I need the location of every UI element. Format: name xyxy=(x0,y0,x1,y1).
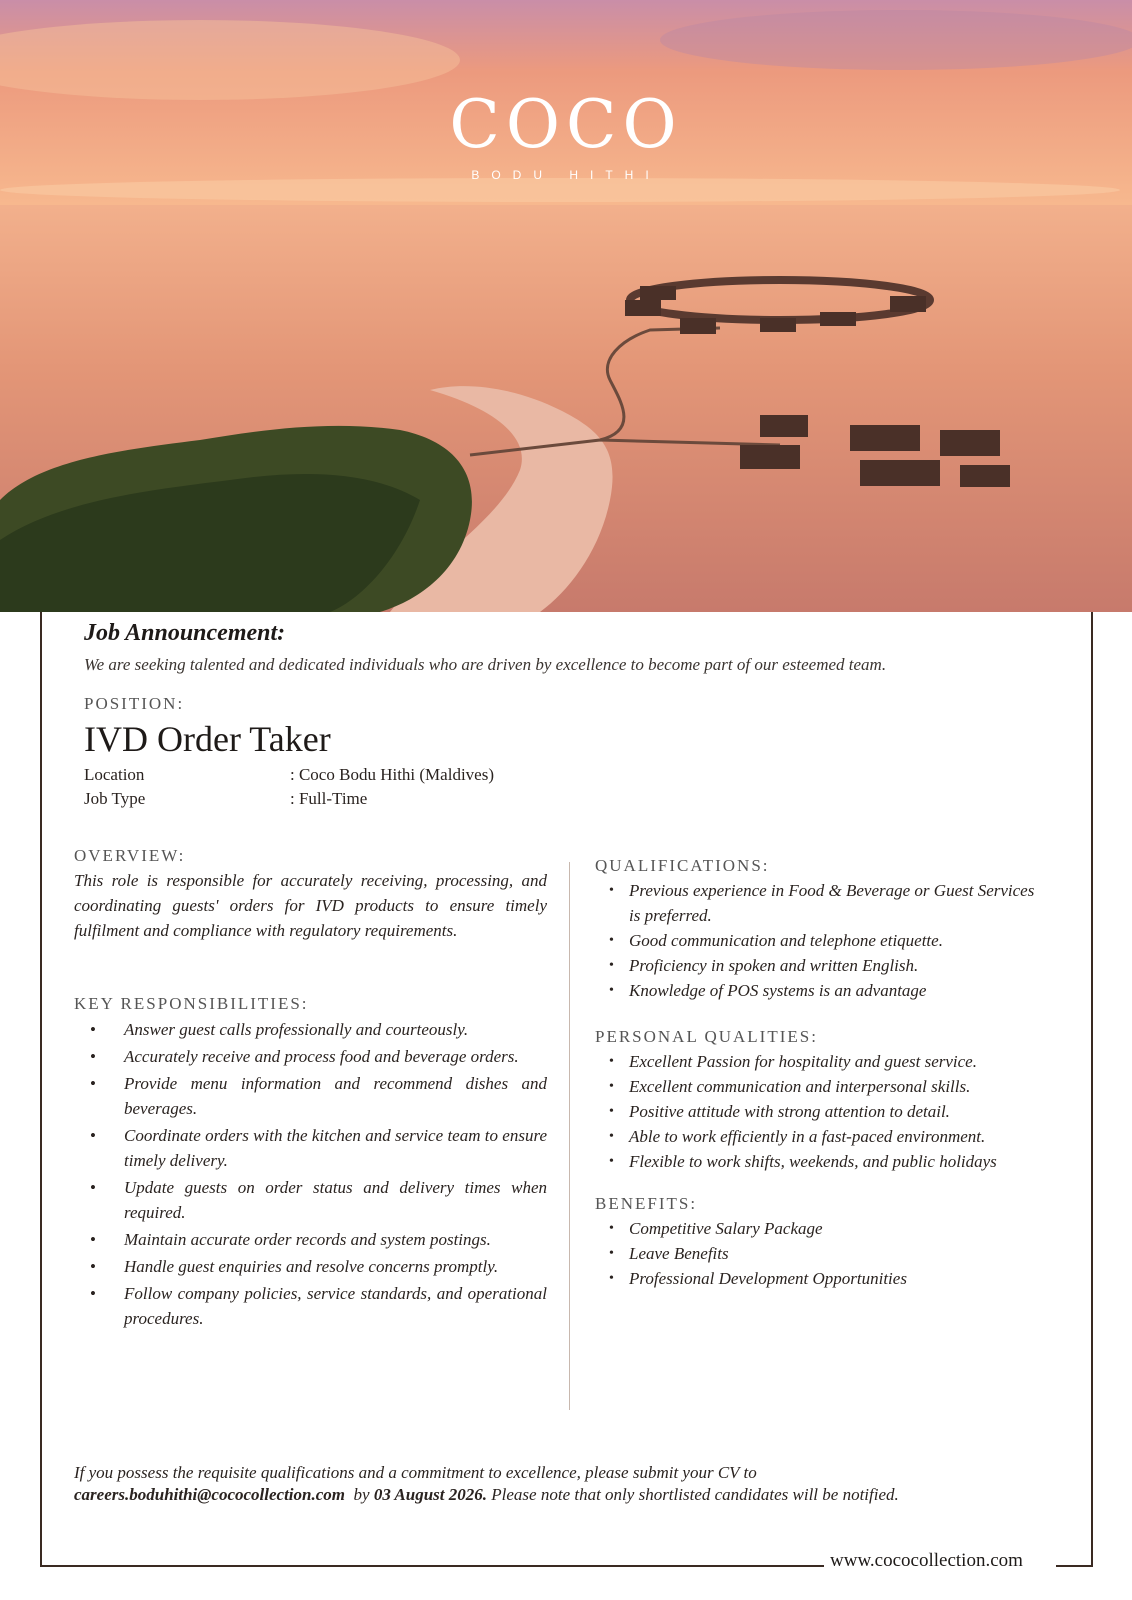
announcement-intro: We are seeking talented and dedicated individuals who are driven by excellence to become part of our esteemed team. xyxy=(84,655,887,674)
bullet-icon: • xyxy=(609,958,614,973)
list-item: • Proficiency in spoken and written English. xyxy=(595,953,1045,978)
column-divider xyxy=(569,862,570,1410)
list-item: • Flexible to work shifts, weekends, and public holidays xyxy=(595,1149,1065,1174)
logo-wordmark: COCO xyxy=(449,86,683,163)
closing-line: If you possess the requisite qualifications and a commitment to excellence, please submit your CV to xyxy=(74,1463,757,1482)
bullet-icon: • xyxy=(90,1047,96,1066)
website-link[interactable]: www.cococollection.com xyxy=(830,1550,1023,1571)
closing-statement xyxy=(74,1462,899,1506)
bullet-icon: • xyxy=(609,1104,614,1119)
benefits-list xyxy=(595,1216,1045,1291)
bullet-icon: • xyxy=(609,983,614,998)
list-item: • Professional Development Opportunities xyxy=(595,1266,1045,1291)
hero-image xyxy=(0,0,1132,612)
bullet-icon: • xyxy=(90,1230,96,1249)
bullet-icon: • xyxy=(609,883,614,898)
responsibilities-heading: KEY RESPONSIBILITIES: xyxy=(74,994,309,1013)
bullet-icon: • xyxy=(609,1079,614,1094)
bullet-icon: • xyxy=(609,1129,614,1144)
detail-location xyxy=(84,765,494,789)
bullet-icon: • xyxy=(90,1178,96,1197)
bullet-icon: • xyxy=(90,1074,96,1093)
bullet-icon: • xyxy=(609,1221,614,1236)
list-item: • Handle guest enquiries and resolve concerns promptly. xyxy=(74,1254,547,1279)
list-item: • Leave Benefits xyxy=(595,1241,1045,1266)
list-item: • Knowledge of POS systems is an advantage xyxy=(595,978,1045,1003)
list-item: • Maintain accurate order records and system postings. xyxy=(74,1227,547,1252)
list-item: • Answer guest calls professionally and courteously. xyxy=(74,1017,547,1042)
bullet-icon: • xyxy=(90,1284,96,1303)
frame-left-border xyxy=(40,612,42,1567)
bullet-icon: • xyxy=(609,1054,614,1069)
personal-qualities-heading: PERSONAL QUALITIES: xyxy=(595,1027,818,1046)
overview-text: This role is responsible for accurately receiving, processing, and coordinating guests' orders for IVD products to ensure timely fulfilment and compliance with regulatory requirements. xyxy=(74,871,547,940)
frame-bottom-border xyxy=(40,1565,824,1567)
closing-contact-line xyxy=(74,1484,899,1506)
application-deadline: 03 August 2026. xyxy=(373,1485,488,1504)
by-text: by xyxy=(353,1485,370,1504)
position-label: POSITION: xyxy=(84,694,185,713)
brand-logo xyxy=(0,86,1132,182)
bullet-icon: • xyxy=(609,1154,614,1169)
bullet-icon: • xyxy=(90,1020,96,1039)
list-item: • Follow company policies, service standards, and operational procedures. xyxy=(74,1281,547,1331)
shortlist-note: Please note that only shortlisted candidates will be notified. xyxy=(491,1485,899,1504)
detail-value: : Coco Bodu Hithi (Maldives) xyxy=(290,765,494,784)
detail-label: Location xyxy=(84,765,145,784)
list-item: • Coordinate orders with the kitchen and service team to ensure timely delivery. xyxy=(74,1123,547,1173)
qualifications-list xyxy=(595,878,1045,1003)
frame-bottom-border-end xyxy=(1056,1565,1093,1567)
personal-qualities-list xyxy=(595,1049,1065,1174)
list-item: • Able to work efficiently in a fast-paced environment. xyxy=(595,1124,1065,1149)
job-details xyxy=(84,765,494,813)
bullet-icon: • xyxy=(90,1126,96,1145)
list-item: • Previous experience in Food & Beverage or Guest Services is preferred. xyxy=(595,878,1045,928)
list-item: • Good communication and telephone etiquette. xyxy=(595,928,1045,953)
benefits-heading: BENEFITS: xyxy=(595,1194,698,1213)
overview-heading: OVERVIEW: xyxy=(74,846,186,865)
list-item: • Accurately receive and process food and beverage orders. xyxy=(74,1044,547,1069)
bullet-icon: • xyxy=(609,933,614,948)
list-item: • Positive attitude with strong attention to detail. xyxy=(595,1099,1065,1124)
position-title: IVD Order Taker xyxy=(84,719,331,759)
list-item: • Update guests on order status and delivery times when required. xyxy=(74,1175,547,1225)
frame-right-border xyxy=(1091,612,1093,1567)
detail-value: : Full-Time xyxy=(290,789,368,808)
bullet-icon: • xyxy=(609,1246,614,1261)
detail-job-type xyxy=(84,789,494,813)
list-item: • Competitive Salary Package xyxy=(595,1216,1045,1241)
detail-label: Job Type xyxy=(84,789,146,808)
contact-email[interactable]: careers.boduhithi@cococollection.com xyxy=(74,1485,346,1504)
list-item: • Excellent communication and interpersonal skills. xyxy=(595,1074,1065,1099)
bullet-icon: • xyxy=(609,1271,614,1286)
responsibilities-list xyxy=(74,1017,547,1333)
list-item: • Provide menu information and recommend dishes and beverages. xyxy=(74,1071,547,1121)
announcement-heading: Job Announcement: xyxy=(84,620,286,646)
list-item: • Excellent Passion for hospitality and guest service. xyxy=(595,1049,1065,1074)
bullet-icon: • xyxy=(90,1257,96,1276)
logo-subtitle: BODU HITHI xyxy=(471,168,661,182)
qualifications-heading: QUALIFICATIONS: xyxy=(595,856,770,875)
